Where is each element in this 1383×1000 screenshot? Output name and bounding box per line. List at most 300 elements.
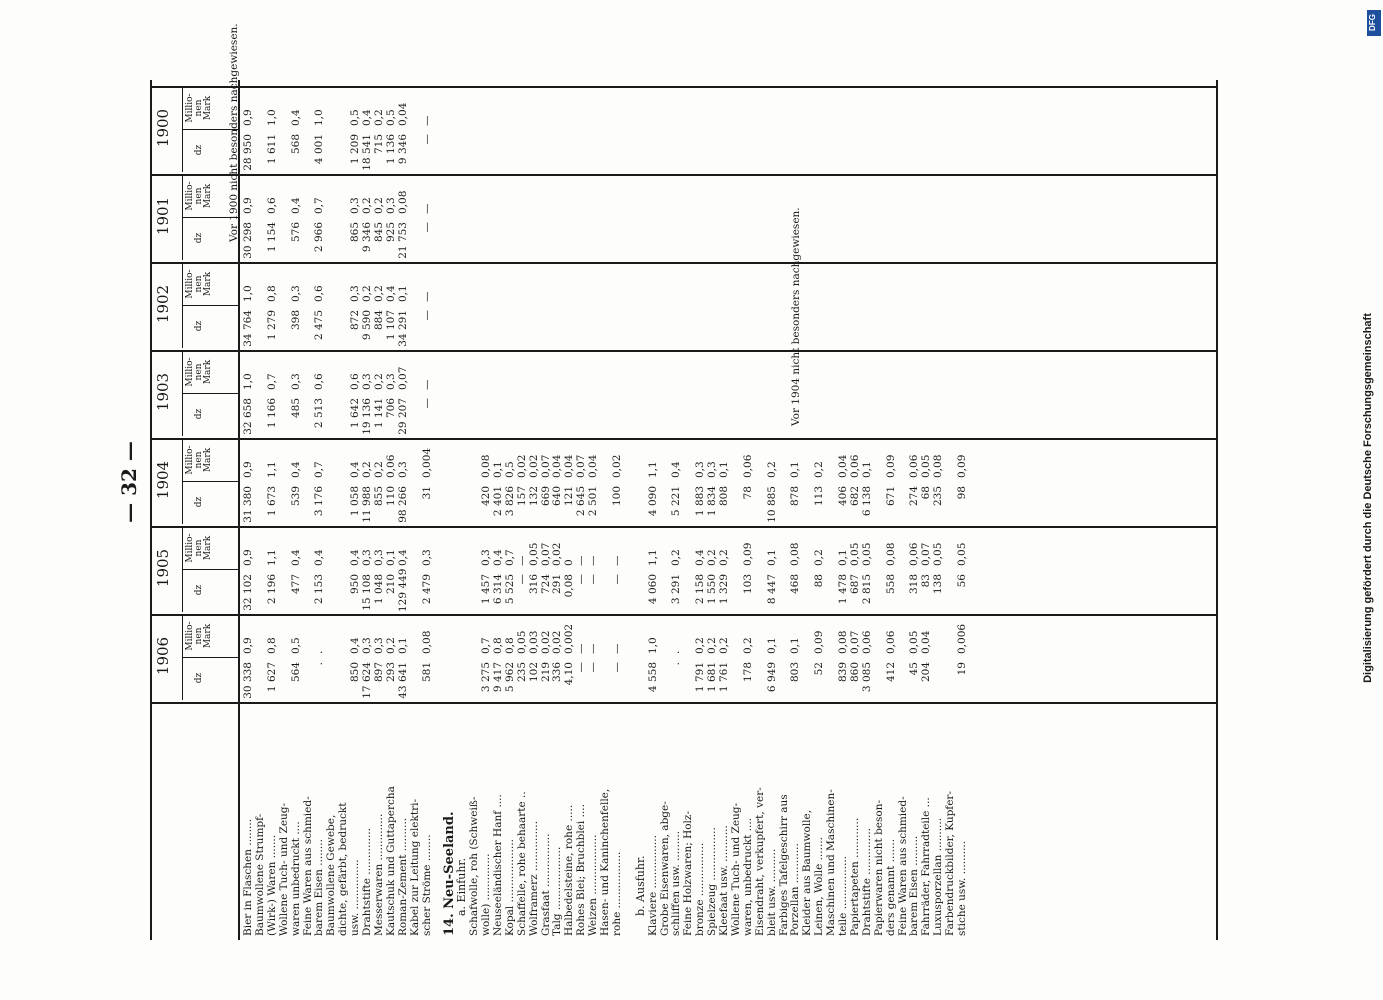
value-million-mark: 0,004 [420,447,433,478]
value-million-mark: 0,2 [670,549,683,566]
value-million-mark: — [420,203,433,214]
value-dz: — [420,222,433,233]
year-heading: 1902 [154,284,172,324]
row-label: Kabel zur Leitung elektri- [408,798,421,936]
value-dz: 3 291 [670,574,683,605]
value-dz: 640 [551,486,564,507]
value-dz: 406 [837,486,849,507]
value-million-mark: 0,6 [349,373,362,390]
value-million-mark: 0,04 [396,102,409,126]
value-million-mark: 0,3 [396,461,409,478]
row-label: Kautschuk und Guttapercha [384,786,397,936]
value-million-mark: 0,05 [932,542,945,566]
row-label: Papiertapeten ............ [848,817,861,936]
value-million-mark: 0,2 [372,373,385,390]
value-million-mark: 0,2 [694,637,707,654]
value-dz: 1 136 [384,134,397,165]
subsection-heading: b. Ausfuhr. [633,855,647,916]
row-label: Fahrräder, Fahrradteile ... [920,797,933,936]
year-heading: 1903 [154,372,172,412]
row-label: Wolframerz ............... [527,820,540,936]
value-million-mark: 0,2 [718,549,730,566]
value-dz: — [420,134,433,145]
value-dz: 925 [384,222,397,243]
value-million-mark: 1,1 [265,549,278,566]
value-dz: 68 [920,486,933,500]
value-dz: 8 447 [765,574,778,605]
value-million-mark: 0,2 [813,461,826,478]
value-million-mark: — [610,643,623,654]
value-dz: 110 [384,486,397,507]
row-label: Neuseeländischer Hanf .... [491,794,504,936]
value-million-mark: 0,03 [527,630,540,654]
row-label: Drahtstifte .............. [361,827,373,936]
year-block-rule [150,614,1218,616]
value-million-mark: 0,2 [361,285,373,302]
value-dz: — [610,662,623,673]
value-dz: 715 [372,134,385,155]
row-label: Hasen- und Kaninchenfelle, [599,788,611,936]
value-million-mark: 0,9 [242,197,254,214]
row-label: Weizen .................. [587,834,600,936]
value-million-mark: 0,06 [384,454,397,478]
value-dz: 29 207 [396,398,409,435]
value-million-mark: 1,1 [646,461,659,478]
value-dz: 581 [420,662,433,683]
value-million-mark: 0,2 [372,285,385,302]
value-million-mark: — [420,115,433,126]
row-label: Luxusporzellan .......... [932,817,945,936]
value-dz: 83 [920,574,933,588]
value-million-mark: 0,8 [503,637,516,654]
value-dz: 4 060 [646,574,659,605]
value-dz: 274 [908,486,921,507]
year-block-rule [150,262,1218,264]
value-million-mark: 0,1 [396,285,409,302]
value-million-mark: 0,09 [884,454,897,478]
value-million-mark: 0,3 [372,549,385,566]
subcolumn-rule [182,481,238,482]
value-million-mark: 0,06 [884,630,897,654]
row-label: schliffen usw. ......... [670,830,683,936]
value-million-mark: 0,6 [313,285,326,302]
value-million-mark: 0,1 [789,461,802,478]
value-dz: 15 108 [361,574,373,611]
value-million-mark: 0,05 [908,630,921,654]
value-dz: 2 196 [265,574,278,605]
value-million-mark: 0,1 [765,637,778,654]
value-million-mark: 1,0 [265,109,278,126]
value-dz: 45 [908,662,921,676]
value-dz: 860 [848,662,861,683]
value-dz: 468 [789,574,802,595]
value-dz: 1 279 [265,310,278,341]
value-dz: — [587,574,600,585]
value-dz: 568 [289,134,302,155]
value-million-mark: 0,006 [956,623,968,654]
value-dz: 204 [920,662,933,683]
value-dz: 950 [349,574,362,595]
value-million-mark: 0,1 [860,461,873,478]
value-dz: 78 [741,486,754,500]
row-label: waren, unbedruckt .... [741,817,754,936]
value-dz: 10 885 [765,486,778,523]
row-label: Feine Holzwaren; Holz- [682,810,695,936]
dz-subheader: dz [194,408,204,420]
value-million-mark: 0,09 [813,630,826,654]
row-label: Farbiges Tafelgeschirr aus [777,794,790,936]
value-dz: 178 [741,662,754,683]
value-dz: 1 107 [384,310,397,341]
value-dz: 18 541 [361,134,373,171]
value-dz: 98 266 [396,486,409,523]
subcolumn-rule [182,569,238,570]
value-dz: 17 624 [361,662,373,699]
value-dz: 56 [956,574,968,588]
value-million-mark: 1,1 [646,549,659,566]
value-dz: 219 [539,662,552,683]
table-bottom-rule [1216,80,1218,940]
value-million-mark: 0,07 [920,542,933,566]
value-dz: 34 291 [396,310,409,347]
value-million-mark: 0,9 [242,549,254,566]
value-dz: 878 [789,486,802,507]
million-mark-subheader: Millio-nen Mark [185,269,213,299]
value-million-mark: 0,1 [837,549,849,566]
value-dz: 132 [527,486,540,507]
value-million-mark: 0,02 [527,454,540,478]
value-dz: 5 525 [503,574,516,605]
value-dz: . [670,662,683,666]
year-subrule [182,264,183,348]
value-dz: 2 966 [313,222,326,253]
credit-text: Digitalisierung gefördert durch die Deutsche Forschungsgemeinschaft [1362,313,1374,683]
value-million-mark: — [420,379,433,390]
value-million-mark: 0,1 [384,549,397,566]
label-column-rule [150,702,1218,704]
value-dz: 318 [908,574,921,595]
row-label: Bier in Flaschen ........ [242,818,254,936]
value-million-mark: 0,3 [361,373,373,390]
value-million-mark: 0,02 [551,542,564,566]
value-million-mark: 0,3 [480,549,492,566]
value-million-mark: 0,2 [384,637,397,654]
value-million-mark: 0,4 [289,549,302,566]
row-label: Roman-Zement .......... [396,817,409,936]
value-million-mark: 0,08 [480,454,492,478]
value-dz: 5 221 [670,486,683,517]
value-million-mark: 1,0 [242,373,254,390]
subsection-heading: a. Einfuhr. [455,858,469,916]
value-million-mark: 0,5 [289,637,302,654]
value-dz: 539 [289,486,302,507]
dz-subheader: dz [194,144,204,156]
value-dz: 687 [848,574,861,595]
value-dz: 1 058 [349,486,362,517]
dfg-logo-text: DFG [1367,14,1377,31]
row-label: usw. ............... [349,859,362,936]
value-million-mark: 0,4 [694,549,707,566]
row-label: teile ................ [837,855,849,936]
value-million-mark: 0,7 [265,373,278,390]
rotated-table [150,23,1240,940]
value-million-mark: 1,0 [646,637,659,654]
subcolumn-rule [182,657,238,658]
value-million-mark: 0,4 [349,637,362,654]
value-dz: 4 558 [646,662,659,693]
value-million-mark: 1,1 [265,461,278,478]
value-dz: 1 166 [265,398,278,429]
value-dz: 398 [289,310,302,331]
value-million-mark: — [610,555,623,566]
value-million-mark: 0,9 [242,637,254,654]
value-million-mark: 0,2 [361,197,373,214]
value-dz: . [313,662,326,666]
value-dz: 724 [539,574,552,595]
value-dz: 32 658 [242,398,254,435]
value-million-mark: 0,08 [789,542,802,566]
value-dz: 9 590 [361,310,373,341]
value-million-mark: — [515,555,528,566]
value-dz: — [610,574,623,585]
value-dz: 2 501 [587,486,600,517]
value-dz: 4,10 [563,662,576,686]
subcolumn-rule [182,393,238,394]
row-label: scher Ströme ........ [420,834,433,936]
value-dz: 3 085 [860,662,873,693]
value-dz: 32 102 [242,574,254,611]
million-mark-subheader: Millio-nen Mark [185,445,213,475]
value-million-mark: 0,4 [361,109,373,126]
value-million-mark: 0,4 [491,549,504,566]
value-dz: 30 298 [242,222,254,259]
value-million-mark: 1,0 [242,285,254,302]
value-dz: 1 883 [694,486,707,517]
row-label: Wollene Tuch- und Zeug- [277,802,290,936]
row-label: Kleider aus Baumwolle, [801,809,814,936]
value-dz: 2 645 [575,486,588,517]
value-dz: 865 [349,222,362,243]
dz-subheader: dz [194,672,204,684]
value-million-mark: 0,06 [908,454,921,478]
row-label: Leinen, Wolle ....... [813,837,826,936]
value-million-mark: 0,4 [384,285,397,302]
table-top-rule [150,80,152,940]
row-label: Porzellan ............ [789,843,802,936]
value-million-mark: 0,1 [765,549,778,566]
page-number: — 32 — [116,441,141,523]
value-dz: 316 [527,574,540,595]
value-dz: 100 [610,486,623,507]
value-dz: 1 761 [718,662,730,693]
value-dz: 1 154 [265,222,278,253]
value-dz: 872 [349,310,362,331]
value-million-mark: 0,04 [920,630,933,654]
year-heading: 1905 [154,548,172,588]
value-million-mark: 1,0 [313,109,326,126]
value-dz: 1 834 [706,486,719,517]
value-million-mark: 0,3 [384,197,397,214]
value-dz: — [575,662,588,673]
year-heading: 1906 [154,636,172,676]
value-million-mark: 0,2 [372,461,385,478]
dz-subheader: dz [194,232,204,244]
value-dz: 34 764 [242,310,254,347]
value-dz: 884 [372,310,385,331]
million-mark-subheader: Millio-nen Mark [185,181,213,211]
value-dz: 803 [789,662,802,683]
value-million-mark: 0,3 [694,461,707,478]
value-million-mark: 0,08 [420,630,433,654]
row-label: Maschinen und Maschinen- [825,789,838,936]
value-million-mark: 0,7 [503,549,516,566]
value-million-mark: — [575,643,588,654]
value-million-mark: 0,09 [741,542,754,566]
year-heading: 1901 [154,196,172,236]
value-million-mark: 0,08 [932,454,945,478]
value-million-mark: 0 [563,559,576,566]
year-subrule [182,352,183,436]
value-million-mark: 0,4 [349,461,362,478]
year-heading: 1904 [154,460,172,500]
value-dz: 235 [932,486,945,507]
value-dz: 103 [741,574,754,595]
value-dz: 1 673 [265,486,278,517]
value-million-mark: 0,07 [848,630,861,654]
value-dz: 19 [956,662,968,676]
value-million-mark: 0,4 [289,461,302,478]
value-million-mark: 0,4 [670,461,683,478]
value-dz: 121 [563,486,576,507]
row-label: wolle) .............. [480,853,492,936]
value-dz: 5 962 [503,662,516,693]
value-dz: 3 275 [480,662,492,693]
value-million-mark: 0,06 [741,454,754,478]
subcolumn-rule [182,305,238,306]
row-label: Rohes Blei; Bruchblei .... [575,804,588,936]
value-million-mark: 0,8 [491,637,504,654]
value-dz: 113 [813,486,826,507]
value-dz: 808 [718,486,730,507]
value-dz: 1 048 [372,574,385,605]
value-million-mark: 0,05 [527,542,540,566]
value-million-mark: 0,04 [551,454,564,478]
row-label: Eisendraht, verkupfert, ver- [753,787,766,936]
value-million-mark: 0,5 [349,109,362,126]
value-dz: 138 [932,574,945,595]
value-dz: 576 [289,222,302,243]
row-label: Kleefaat usw. ........... [718,825,730,936]
value-million-mark: 0,4 [289,109,302,126]
row-label: Klaviere ................ [646,835,659,936]
value-million-mark: 0,02 [515,454,528,478]
row-label: Farbendruckbilder, Kupfer- [944,791,957,936]
value-dz: 1 457 [480,574,492,605]
value-million-mark: 0,05 [848,542,861,566]
row-label: Feine Waren aus schmied- [301,796,314,936]
row-label: dichte, gefärbt, bedruckt [337,802,350,936]
value-dz: 1 611 [265,134,278,165]
value-million-mark: 0,3 [289,285,302,302]
value-million-mark: 0,2 [372,109,385,126]
value-dz: 9 346 [361,222,373,253]
value-million-mark: 0,05 [956,542,968,566]
value-dz: 336 [551,662,564,683]
value-million-mark: 0,2 [361,461,373,478]
million-mark-subheader: Millio-nen Mark [185,533,213,563]
value-million-mark: 0,2 [706,549,719,566]
value-million-mark: . [670,650,683,654]
value-dz: 235 [515,662,528,683]
value-million-mark: 0,07 [539,542,552,566]
value-million-mark: 0,08 [837,630,849,654]
value-million-mark: 0,9 [242,109,254,126]
value-million-mark: 0,3 [349,197,362,214]
value-dz: 6 138 [860,486,873,517]
value-million-mark: 0,06 [908,542,921,566]
value-million-mark: . [313,650,326,654]
value-million-mark: 0,1 [491,461,504,478]
value-dz: 3 176 [313,486,326,517]
value-million-mark: 0,09 [956,454,968,478]
value-dz: 682 [848,486,861,507]
value-dz: 1 642 [349,398,362,429]
value-dz: 2 158 [694,574,707,605]
value-dz: — [575,574,588,585]
value-dz: 1 329 [718,574,730,605]
value-dz: 2 815 [860,574,873,605]
value-million-mark: — [575,555,588,566]
year-block-rule [150,174,1218,176]
value-million-mark: 0,9 [242,461,254,478]
value-dz: 855 [372,486,385,507]
year-block-rule [150,438,1218,440]
value-million-mark: 0,02 [539,630,552,654]
value-dz: 157 [515,486,528,507]
value-dz: 19 136 [361,398,373,435]
value-dz: 558 [884,574,897,595]
value-million-mark: 0,07 [575,454,588,478]
row-label: Spielzeug ................ [706,827,719,936]
value-million-mark: 0,6 [313,373,326,390]
value-dz: 2 153 [313,574,326,605]
value-dz: 21 753 [396,222,409,259]
value-million-mark: 0,6 [265,197,278,214]
value-million-mark: 0,3 [289,373,302,390]
value-dz: 291 [551,574,564,595]
value-dz: 31 [420,486,433,500]
value-million-mark: — [420,291,433,302]
value-dz: 420 [480,486,492,507]
row-label: bleit usw. .......... [765,848,778,936]
row-label: Halbedelsteine, rohe ..... [563,804,576,936]
value-dz: 1 550 [706,574,719,605]
year-block-rule [150,350,1218,352]
row-label: Grasfaat ................ [539,833,552,936]
value-million-mark: 0,2 [372,197,385,214]
value-dz: 2 475 [313,310,326,341]
value-million-mark: 0,002 [563,623,576,654]
year-block-rule [150,86,1218,88]
value-dz: 9 346 [396,134,409,165]
year-subrule [182,528,183,612]
value-million-mark: 0,8 [265,285,278,302]
value-million-mark: 0,05 [920,454,933,478]
value-dz: 0,08 [563,574,576,598]
value-dz: 6 949 [765,662,778,693]
value-dz: 839 [837,662,849,683]
value-million-mark: 0,8 [265,637,278,654]
